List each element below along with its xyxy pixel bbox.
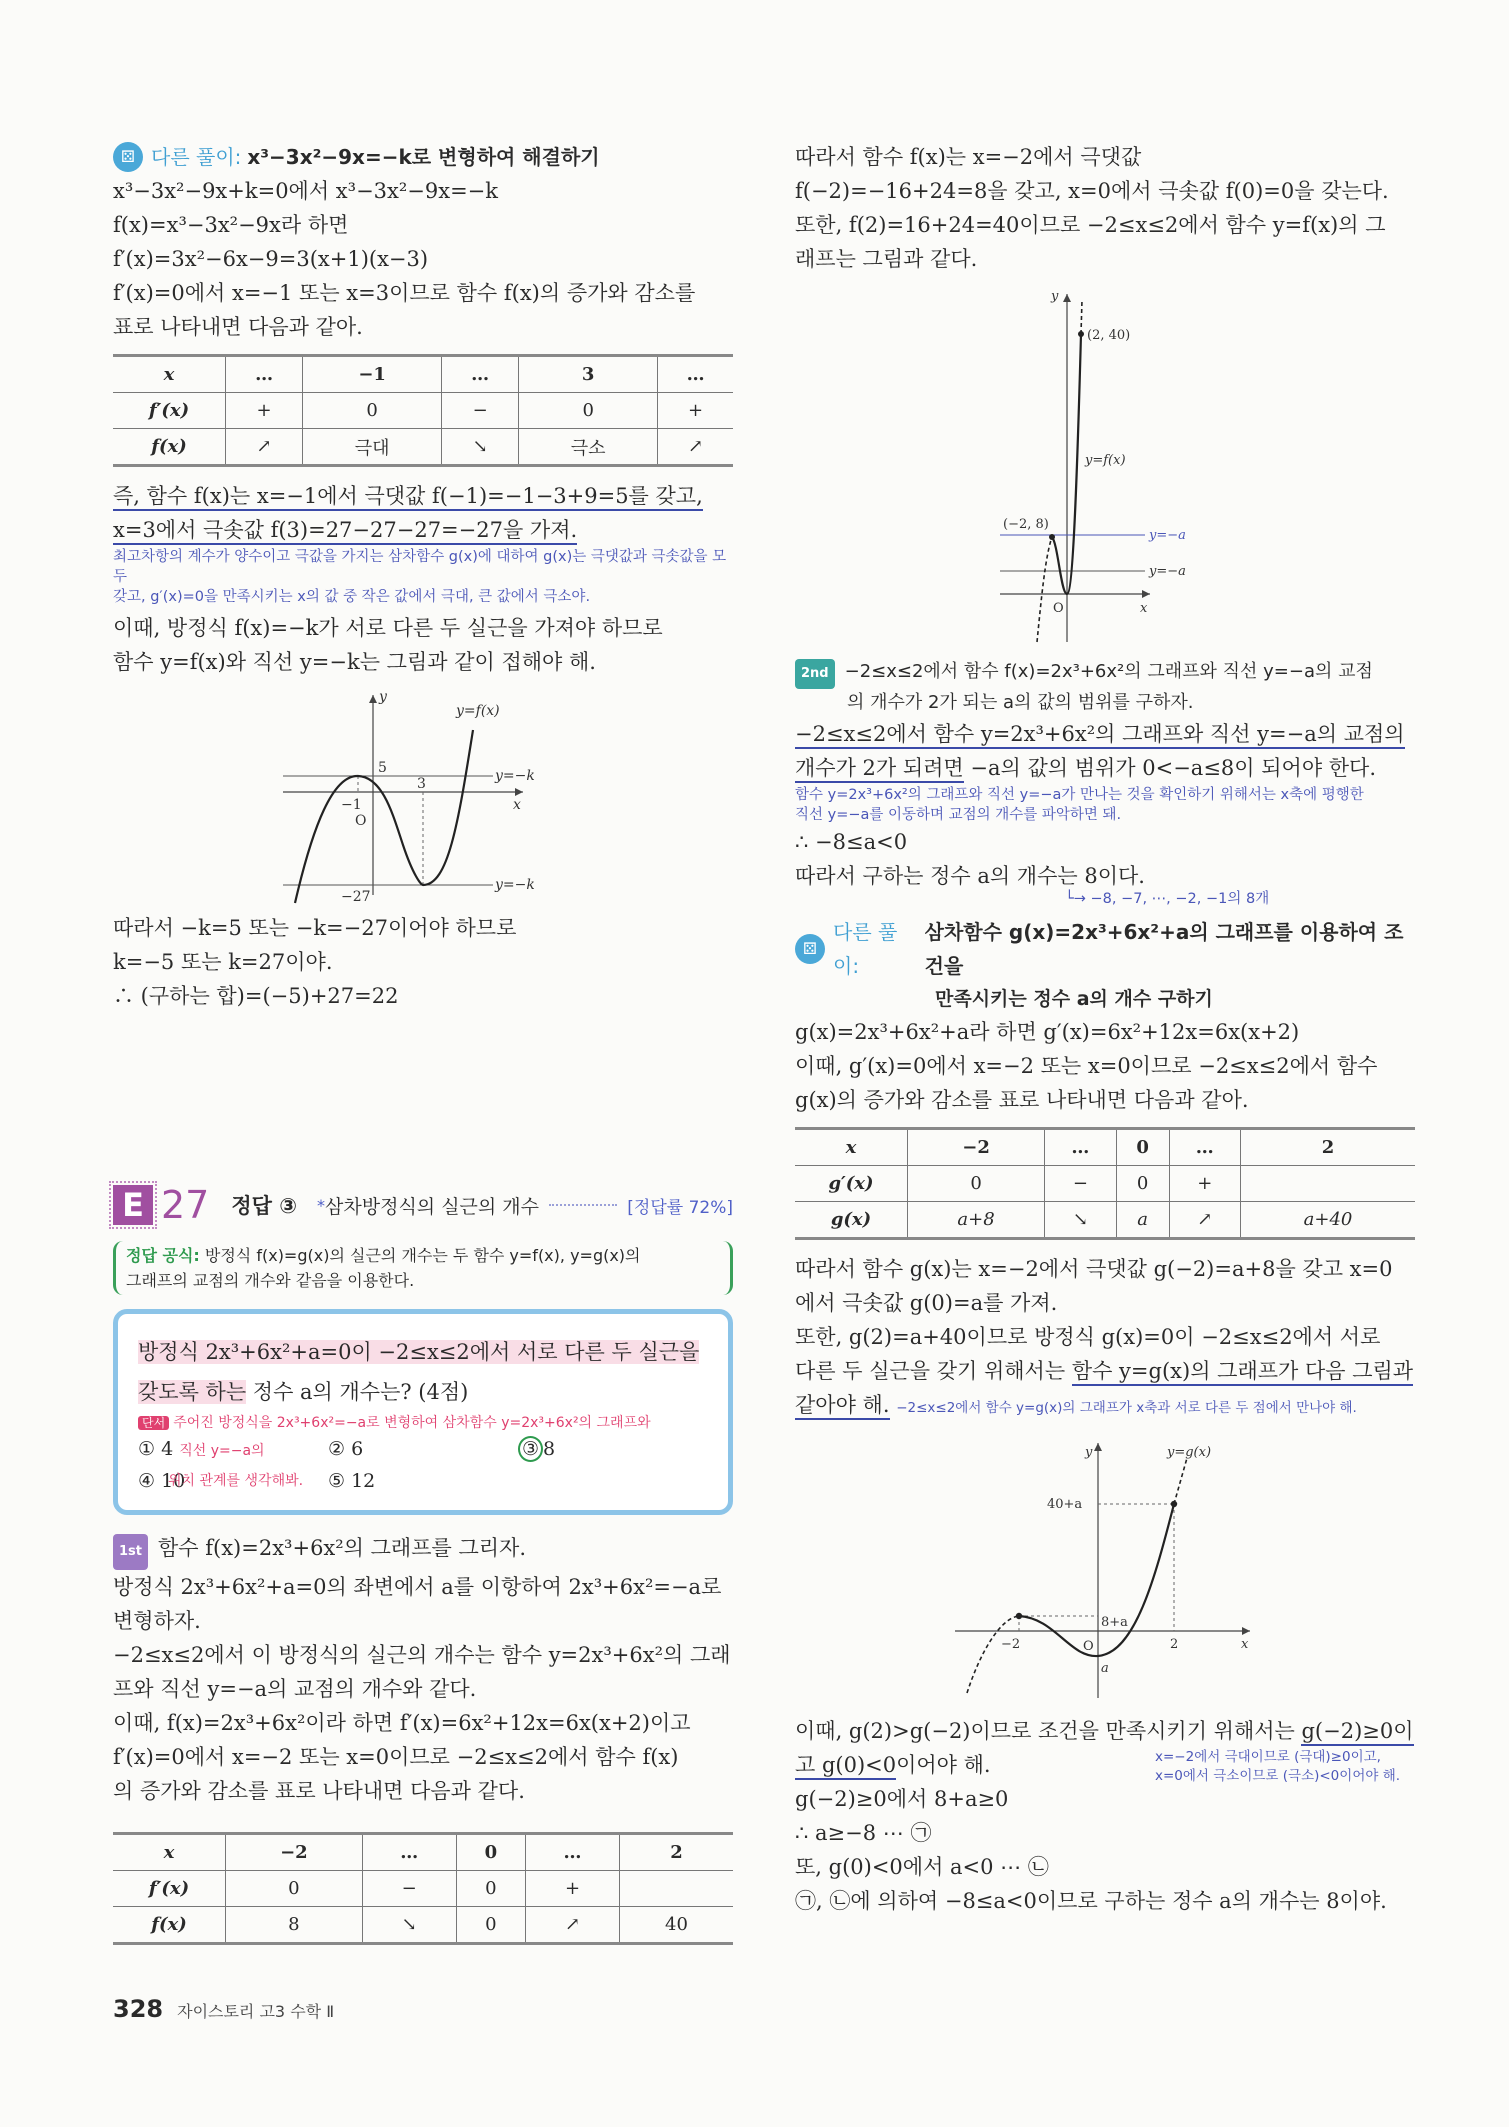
text-line: 프와 직선 y=−a의 교점의 개수와 같다. xyxy=(113,1677,477,1701)
table-row xyxy=(113,1907,733,1944)
table-cell: x xyxy=(113,1834,226,1871)
problem-letter-badge: E xyxy=(113,1185,153,1225)
table-cell: f(x) xyxy=(113,1907,226,1944)
table-cell: 8 xyxy=(226,1907,363,1944)
text-line xyxy=(113,513,733,547)
step2-header xyxy=(795,658,1415,689)
text-line: ∴ a≥−8 ⋯ ㉠ xyxy=(795,1821,932,1845)
text-line: 변형하자. xyxy=(113,1609,201,1633)
alt-solution-title: 만족시키는 정수 a의 개수 구하기 xyxy=(935,988,1213,1010)
table-cell: + xyxy=(226,393,303,429)
table-cell: ↘ xyxy=(442,429,519,466)
table-cell: ↗ xyxy=(226,429,303,466)
hint-text: 주어진 방정식을 2x³+6x²=−a로 변형하여 삼차함수 y=2x³+6x²의 그래프와 xyxy=(173,1415,651,1431)
step-title: −2≤x≤2에서 함수 f(x)=2x³+6x²의 그래프와 직선 y=−a의 교점 xyxy=(844,661,1373,682)
dotted-leader xyxy=(549,1204,617,1206)
highlighted-text: 갖도록 하는 xyxy=(138,1380,247,1404)
line-label: y=−k xyxy=(495,877,535,893)
text-line: 다른 두 실근을 갖기 위해서는 함수 y=g(x)의 그래프가 다음 그림과 xyxy=(795,1354,1415,1388)
text-line: 고 g(0)<0이어야 해. xyxy=(795,1748,1415,1782)
dice-icon: ⚄ xyxy=(795,934,825,964)
problem-line xyxy=(138,1332,708,1372)
side-note: x=−2에서 극대이므로 (극대)≥0이고, x=0에서 극소이므로 (극소)<0이어야 해. xyxy=(1155,1749,1401,1784)
alt-solution-title: 삼차함수 g(x)=2x³+6x²+a의 그래프를 이용하여 조건을 xyxy=(924,920,1404,978)
side-note: 최고차항의 계수가 양수이고 극값을 가지는 삼차함수 g(x)에 대하여 g(x)는 극댓값과 극솟값을 모두 xyxy=(113,549,727,585)
selected-circle-icon: ③ xyxy=(518,1436,543,1462)
curve-label: y=f(x) xyxy=(1085,453,1126,468)
text-line: f′(x)=3x²−6x−9=3(x+1)(x−3) xyxy=(113,247,429,271)
table-cell: … xyxy=(658,356,733,393)
tick-label: a xyxy=(1101,1661,1109,1676)
table-cell: 0 xyxy=(456,1907,525,1944)
table-cell: ↗ xyxy=(526,1907,620,1944)
alt-solution-header xyxy=(795,915,1415,983)
table-cell: 극소 xyxy=(519,429,658,466)
step-tag: 1st xyxy=(113,1534,148,1570)
variation-table-3 xyxy=(795,1127,1415,1240)
table-cell: a+8 xyxy=(908,1202,1045,1239)
highlighted-text: 방정식 2x³+6x²+a=0이 −2≤x≤2에서 서로 다른 두 실근을 xyxy=(138,1340,700,1364)
table-row xyxy=(795,1129,1415,1166)
text-line: g(x)의 증가와 감소를 표로 나타내면 다음과 같아. xyxy=(795,1088,1249,1112)
choice-3[interactable] xyxy=(518,1434,708,1466)
table-row xyxy=(113,393,733,429)
table-cell: 0 xyxy=(908,1166,1045,1202)
table-cell: x xyxy=(113,356,226,393)
table-cell: … xyxy=(1045,1129,1117,1166)
hint-text: 직선 y=−a의 xyxy=(179,1443,265,1459)
table-row xyxy=(113,429,733,466)
table-cell: g(x) xyxy=(795,1202,908,1239)
text-line: 따라서 구하는 정수 a의 개수는 8이다. xyxy=(795,864,1145,888)
right-column xyxy=(795,140,1415,1918)
table-cell: f′(x) xyxy=(113,393,226,429)
underlined-text: 개수가 2가 되려면 xyxy=(795,756,964,783)
choice-5[interactable]: ⑤ 12 xyxy=(328,1470,376,1492)
origin-label: O xyxy=(355,813,367,829)
text-line: 의 증가와 감소를 표로 나타내면 다음과 같다. xyxy=(113,1779,525,1803)
alt-solution-title: x³−3x²−9x=−k로 변형하여 해결하기 xyxy=(247,145,600,169)
text-with-note xyxy=(795,1748,1415,1782)
text-line: f′(x)=0에서 x=−2 또는 x=0이므로 −2≤x≤2에서 함수 f(x) xyxy=(113,1745,679,1769)
step-title: 의 개수가 2가 되는 a의 값의 범위를 구하자. xyxy=(847,692,1194,713)
text-line: 함수 y=f(x)와 직선 y=−k는 그림과 같이 접해야 해. xyxy=(113,650,596,674)
underlined-text: 고 g(0)<0 xyxy=(795,1753,896,1780)
table-cell: 0 xyxy=(1116,1166,1169,1202)
text-line: f′(x)=0에서 x=−1 또는 x=3이므로 함수 f(x)의 증가와 감소를 xyxy=(113,281,696,305)
axis-label: y xyxy=(379,689,387,705)
graph-f-range xyxy=(975,282,1235,652)
table-cell: … xyxy=(362,1834,456,1871)
alt-solution-label: 다른 풀이: xyxy=(151,145,242,169)
table-row xyxy=(795,1202,1415,1239)
curve-label: y=f(x) xyxy=(456,703,500,719)
axis-label: y xyxy=(1085,1445,1093,1460)
text-line xyxy=(795,717,1415,751)
text-line: k=−5 또는 k=27이야. xyxy=(113,950,333,974)
text-line: 이때, 방정식 f(x)=−k가 서로 다른 두 실근을 가져야 하므로 xyxy=(113,616,663,640)
side-note: −2≤x≤2에서 함수 y=g(x)의 그래프가 x축과 서로 다른 두 점에서 만나야 해. xyxy=(896,1400,1357,1416)
axis-label: x xyxy=(513,797,521,813)
formula-text: 그래프의 교점의 개수와 같음을 이용한다. xyxy=(126,1271,415,1290)
text-line: x³−3x²−9x+k=0에서 x³−3x²−9x=−k xyxy=(113,179,499,203)
table-cell: − xyxy=(362,1871,456,1907)
underlined-text: 함수 y=g(x)의 그래프가 다음 그림과 xyxy=(1072,1359,1413,1386)
underlined-text: −2≤x≤2에서 함수 y=2x³+6x²의 그래프와 직선 y=−a의 교점의 xyxy=(795,722,1405,749)
underlined-text: 즉, 함수 f(x)는 x=−1에서 극댓값 f(−1)=−1−3+9=5를 갖고, xyxy=(113,484,703,511)
text-line: ㉠, ㉡에 의하여 −8≤a<0이므로 구하는 정수 a의 개수는 8이야. xyxy=(795,1889,1387,1913)
underlined-text: x=3에서 극솟값 f(3)=27−27−27=−27을 가져. xyxy=(113,518,577,545)
choice-value: 8 xyxy=(543,1438,556,1460)
table-cell: g′(x) xyxy=(795,1166,908,1202)
step1-header xyxy=(113,1531,733,1570)
text-line: ∴ −8≤a<0 xyxy=(795,830,908,854)
answer-choices xyxy=(138,1434,708,1496)
text-line: 이때, g′(x)=0에서 x=−2 또는 x=0이므로 −2≤x≤2에서 함수 xyxy=(795,1054,1378,1078)
table-cell: −1 xyxy=(303,356,442,393)
table-cell: 0 xyxy=(456,1834,525,1871)
graph-g xyxy=(945,1428,1265,1708)
formula-text: 방정식 f(x)=g(x)의 실근의 개수는 두 함수 y=f(x), y=g(x)의 xyxy=(204,1246,641,1265)
text-line xyxy=(113,479,733,513)
table-row xyxy=(113,1871,733,1907)
axis-label: x xyxy=(1140,601,1148,616)
page-footer xyxy=(113,1995,334,2023)
table-cell: + xyxy=(526,1871,620,1907)
problem-header xyxy=(113,1183,733,1227)
text-line: g(x)=2x³+6x²+a라 하면 g′(x)=6x²+12x=6x(x+2) xyxy=(795,1020,1300,1044)
table-cell: + xyxy=(1169,1166,1241,1202)
text-line: 이때, f(x)=2x³+6x²이라 하면 f′(x)=6x²+12x=6x(x+2)이고 xyxy=(113,1711,691,1735)
step-tag: 2nd xyxy=(795,659,835,689)
side-note: 갖고, g′(x)=0을 만족시키는 x의 값 중 작은 값에서 극대, 큰 값에서 극소야. xyxy=(113,589,591,605)
underlined-text: 같아야 해. xyxy=(795,1393,890,1420)
table-cell: … xyxy=(526,1834,620,1871)
text-line: ∴ (구하는 합)=(−5)+27=22 xyxy=(113,984,399,1008)
side-note: 직선 y=−a를 이동하며 교점의 개수를 파악하면 돼. xyxy=(795,807,1122,823)
text-line: 또한, g(2)=a+40이므로 방정식 g(x)=0이 −2≤x≤2에서 서로 xyxy=(795,1325,1381,1349)
tick-label: 3 xyxy=(417,776,426,792)
tick-label: −1 xyxy=(341,797,362,813)
alt-solution-header xyxy=(113,140,733,174)
line-label: y=−a xyxy=(1149,528,1186,543)
arrow-note: └→ −8, −7, ⋯, −2, −1의 8개 xyxy=(1065,891,1270,907)
table-cell: a xyxy=(1116,1202,1169,1239)
tick-label: −2 xyxy=(1001,1637,1021,1652)
answer-formula-box xyxy=(113,1241,733,1295)
table-cell: 2 xyxy=(1241,1129,1415,1166)
table-cell: 2 xyxy=(619,1834,733,1871)
table-cell: a+40 xyxy=(1241,1202,1415,1239)
table-cell: −2 xyxy=(226,1834,363,1871)
text-line: 따라서 −k=5 또는 −k=−27이어야 하므로 xyxy=(113,916,517,940)
hint-text: 위치 관계를 생각해봐. xyxy=(168,1473,304,1489)
table-cell: ↗ xyxy=(658,429,733,466)
hint-line xyxy=(138,1412,708,1432)
choice-2[interactable]: ② 6 xyxy=(328,1438,364,1460)
table-cell: x xyxy=(795,1129,908,1166)
step-title: 함수 f(x)=2x³+6x²의 그래프를 그리자. xyxy=(158,1536,526,1560)
book-title: 자이스토리 고3 수학 Ⅱ xyxy=(177,2002,335,2021)
text-line xyxy=(795,1388,1415,1422)
text-line: 방정식 2x³+6x²+a=0의 좌변에서 a를 이항하여 2x³+6x²=−a로 xyxy=(113,1575,722,1599)
dice-icon: ⚄ xyxy=(113,142,143,172)
text-line: f(x)=x³−3x²−9x라 하면 xyxy=(113,213,349,237)
table-cell: 0 xyxy=(226,1871,363,1907)
left-column xyxy=(113,140,733,1957)
text-line: 따라서 함수 f(x)는 x=−2에서 극댓값 xyxy=(795,145,1142,169)
problem-line xyxy=(138,1372,708,1412)
tick-label: 2 xyxy=(1170,1637,1179,1652)
table-cell: 0 xyxy=(303,393,442,429)
text-line: −2≤x≤2에서 이 방정식의 실근의 개수는 함수 y=2x³+6x²의 그래 xyxy=(113,1643,731,1667)
choice-4[interactable]: ④ 10 위치 관계를 생각해봐. xyxy=(138,1466,328,1496)
side-note: 함수 y=2x³+6x²의 그래프와 직선 y=−a가 만나는 것을 확인하기 위해서는 x축에 평행한 xyxy=(795,787,1364,803)
text-line: 또한, f(2)=16+24=40이므로 −2≤x≤2에서 함수 y=f(x)의 그 xyxy=(795,213,1386,237)
tick-label: 40+a xyxy=(1047,1497,1083,1512)
table-cell: … xyxy=(442,356,519,393)
text-line: 래프는 그림과 같다. xyxy=(795,247,978,271)
text-line: 또, g(0)<0에서 a<0 ⋯ ㉡ xyxy=(795,1855,1049,1879)
graph-f-tangent-lines xyxy=(273,685,573,905)
table-cell: − xyxy=(1045,1166,1117,1202)
table-row xyxy=(113,1834,733,1871)
table-cell: 0 xyxy=(519,393,658,429)
problem-topic: 삼차방정식의 실근의 개수 xyxy=(325,1195,540,1218)
point-label: (−2, 8) xyxy=(1003,517,1049,532)
arrow-icon: └→ xyxy=(1065,891,1086,907)
curve-label: y=g(x) xyxy=(1167,1445,1212,1460)
line-label: y=−a xyxy=(1149,564,1186,579)
table-cell: … xyxy=(226,356,303,393)
text-line: g(−2)≥0에서 8+a≥0 xyxy=(795,1787,1009,1811)
table-cell: 0 xyxy=(1116,1129,1169,1166)
variation-table-2 xyxy=(113,1832,733,1945)
tick-label: −27 xyxy=(341,889,371,905)
page-number: 328 xyxy=(113,1995,164,2023)
problem-number: 27 xyxy=(161,1183,210,1227)
table-row xyxy=(795,1166,1415,1202)
origin-label: O xyxy=(1083,1639,1094,1654)
alt-solution-label: 다른 풀이: xyxy=(833,920,898,978)
tick-label: 5 xyxy=(378,760,387,776)
table-cell: … xyxy=(1169,1129,1241,1166)
table-cell: + xyxy=(658,393,733,429)
problem-text: 정수 a의 개수는? (4점) xyxy=(246,1380,469,1404)
text-line: 개수가 2가 되려면 −a의 값의 범위가 0<−a≤8이 되어야 한다. xyxy=(795,751,1415,785)
text-line: f(−2)=−16+24=8을 갖고, x=0에서 극솟값 f(0)=0을 갖는다. xyxy=(795,179,1389,203)
table-cell: − xyxy=(442,393,519,429)
tick-label: 8+a xyxy=(1101,1615,1128,1630)
variation-table-1 xyxy=(113,354,733,467)
table-cell: 40 xyxy=(619,1907,733,1944)
star-icon: * xyxy=(317,1195,326,1215)
table-row xyxy=(113,356,733,393)
point-label: (2, 40) xyxy=(1087,328,1131,343)
table-cell: 극대 xyxy=(303,429,442,466)
origin-label: O xyxy=(1053,601,1064,616)
formula-label: 정답 공식: xyxy=(126,1246,200,1265)
table-cell: ↗ xyxy=(1169,1202,1241,1239)
problem-box xyxy=(113,1309,733,1515)
text-line: 따라서 함수 g(x)는 x=−2에서 극댓값 g(−2)=a+8을 갖고 x=0 xyxy=(795,1257,1393,1281)
table-cell: 3 xyxy=(519,356,658,393)
table-cell: 0 xyxy=(456,1871,525,1907)
axis-label: y xyxy=(1051,289,1059,304)
table-cell: f′(x) xyxy=(113,1871,226,1907)
text-line: 에서 극솟값 g(0)=a를 가져. xyxy=(795,1291,1058,1315)
axis-label: x xyxy=(1241,1637,1249,1652)
underlined-text: g(−2)≥0이 xyxy=(1301,1719,1413,1746)
line-label: y=−k xyxy=(495,768,535,784)
table-cell xyxy=(619,1871,733,1907)
table-cell: ↘ xyxy=(362,1907,456,1944)
table-cell xyxy=(1241,1166,1415,1202)
correct-rate: [정답률 72%] xyxy=(627,1197,733,1218)
choice-1[interactable]: ① 4 직선 y=−a의 xyxy=(138,1438,265,1460)
text-line: 표로 나타내면 다음과 같아. xyxy=(113,315,363,339)
table-cell: ↘ xyxy=(1045,1202,1117,1239)
hint-tag: 단서 xyxy=(138,1416,169,1430)
text-line: 이때, g(2)>g(−2)이므로 조건을 만족시키기 위해서는 g(−2)≥0이 xyxy=(795,1714,1415,1748)
table-cell: f(x) xyxy=(113,429,226,466)
answer-label: 정답 ③ xyxy=(231,1194,298,1218)
table-cell: −2 xyxy=(908,1129,1045,1166)
